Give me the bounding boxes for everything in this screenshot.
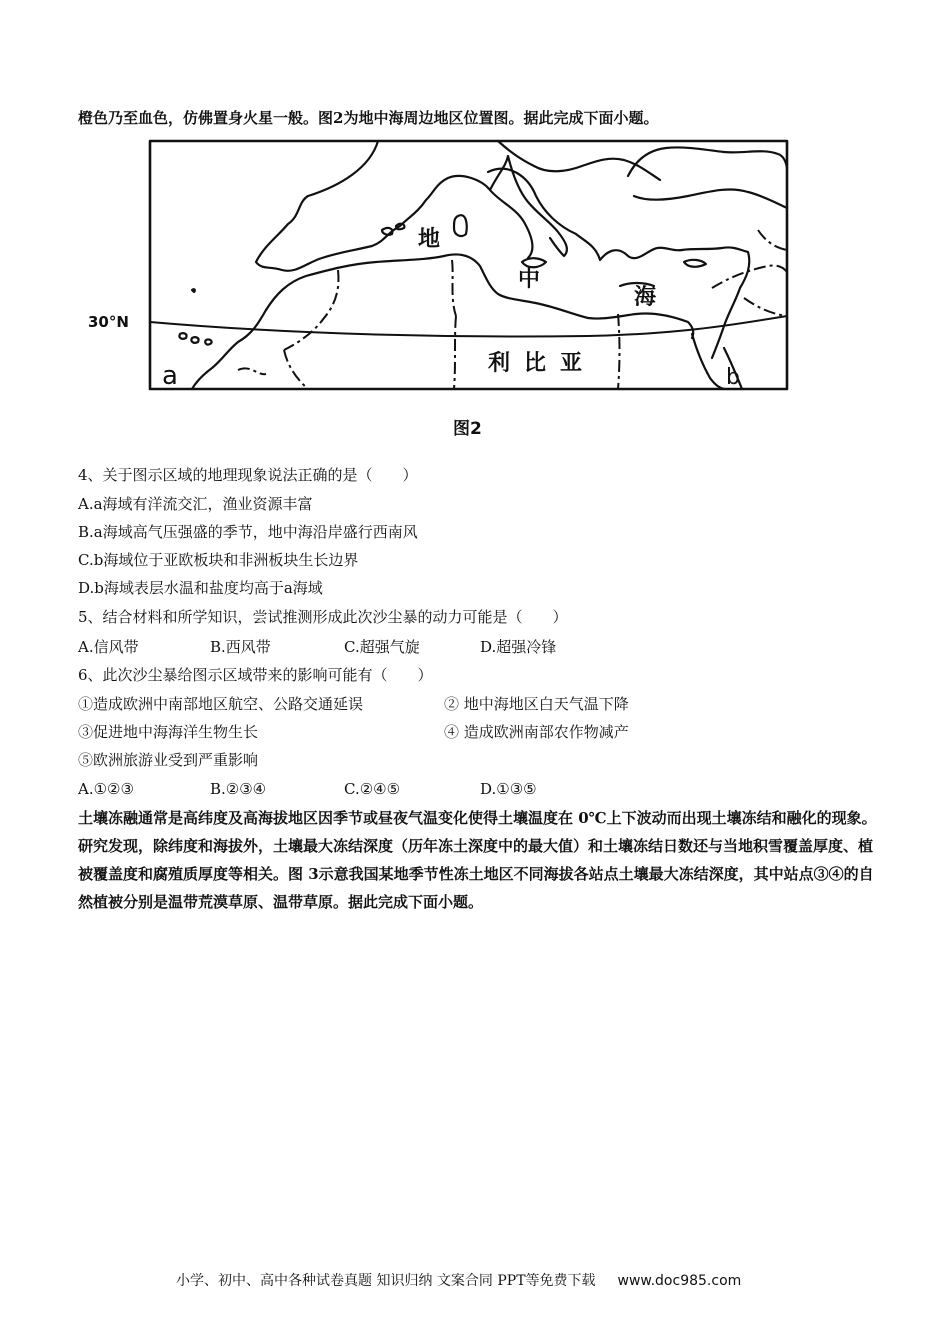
q6-option-d: D.①③⑤ [480, 780, 537, 798]
border-turkey-east [758, 230, 787, 250]
map-label-b: b [726, 365, 740, 390]
sicily [522, 258, 546, 267]
q6-option-b: B.②③④ [210, 780, 267, 798]
border-libya-west [454, 316, 456, 389]
q6-item-3: ③促进地中海海洋生物生长 [78, 723, 259, 741]
q4-option-c: C.b海域位于亚欧板块和非洲板块生长边界 [78, 551, 359, 569]
canary-1 [179, 333, 186, 339]
border-algeria-mali [284, 350, 308, 389]
q4-stem: 4、关于图示区域的地理现象说法正确的是（ ） [78, 466, 418, 484]
mediterranean-map [88, 138, 798, 408]
anatolia-coast [682, 247, 749, 358]
africa-coast [266, 254, 693, 338]
europe-coast [256, 141, 532, 271]
q4-option-b: B.a海域高气压强盛的季节，地中海沿岸盛行西南风 [78, 523, 418, 541]
material-paragraph: 土壤冻融通常是高纬度及高海拔地区因季节或昼夜气温变化使得土壤温度在 0℃上下波动而出现土壤冻结和融化的现象。研究发现，除纬度和海拔外，土壤最大冻结深度（历年冻土深度中的最大值）和土壤冻结日数还与当地积雪覆盖厚度、植被覆盖度和腐殖质厚度等相关。图 3示意我国某地季节性冻土地区不同海拔各站点土壤最大冻结深度，其中站点③④的自然植被分别是温带荒漠草原、温带草原。据此完成下面小题。 [78, 809, 877, 911]
canary-2 [191, 337, 198, 343]
q6-option-c: C.②④⑤ [344, 780, 401, 798]
madeira [192, 289, 195, 292]
q4-option-d: D.b海域表层水温和盐度均高于a海域 [78, 579, 323, 597]
cyprus [684, 260, 706, 267]
q5-option-b: B.西风带 [210, 638, 271, 656]
q5-stem: 5、结合材料和所学知识，尝试推测形成此次沙尘暴的动力可能是（ ） [78, 608, 568, 626]
sardinia [454, 215, 467, 236]
q4-option-a: A.a海域有洋流交汇，渔业资源丰富 [78, 495, 313, 513]
black-sea [628, 147, 787, 176]
canary-3 [205, 339, 211, 344]
q6-item-2: ② 地中海地区白天气温下降 [444, 695, 629, 713]
q5-option-d: D.超强冷锋 [480, 638, 557, 656]
border-libya-egypt [618, 314, 620, 389]
q6-option-a: A.①②③ [78, 780, 134, 798]
border-iraq [744, 298, 787, 316]
q6-item-5: ⑤欧洲旅游业受到严重影响 [78, 751, 259, 769]
q6-item-4: ④ 造成欧洲南部农作物减产 [444, 723, 629, 741]
page-footer [176, 1270, 741, 1290]
map-label-a: a [162, 361, 178, 391]
q6-stem: 6、此次沙尘暴给图示区域带来的影响可能有（ ） [78, 666, 433, 684]
q6-item-1: ①造成欧洲中南部地区航空、公路交通延误 [78, 695, 364, 713]
balkans-north [498, 141, 660, 180]
figure-caption: 图2 [453, 419, 482, 439]
map-label-hai: 海 [634, 285, 657, 310]
latitude-label: 30°N [88, 313, 129, 331]
border-tunisia [452, 260, 456, 316]
footer-text: 小学、初中、高中各种试卷真题 知识归纳 文案合同 PPT等免费下载 [176, 1273, 596, 1289]
africa-west-coast [192, 310, 266, 389]
map-label-libya: 利比亚 [488, 351, 597, 376]
map-label-di: 地 [418, 227, 441, 252]
q5-option-a: A.信风带 [78, 638, 139, 656]
map-label-zhong: 中 [518, 267, 541, 292]
intro-line: 橙色乃至血色，仿佛置身火星一般。图2为地中海周边地区位置图。据此完成下面小题。 [78, 109, 659, 127]
footer-url[interactable]: www.doc985.com [617, 1273, 742, 1289]
border-ag-2 [238, 368, 266, 374]
black-sea-south [634, 189, 787, 208]
q5-option-c: C.超强气旋 [344, 638, 420, 656]
